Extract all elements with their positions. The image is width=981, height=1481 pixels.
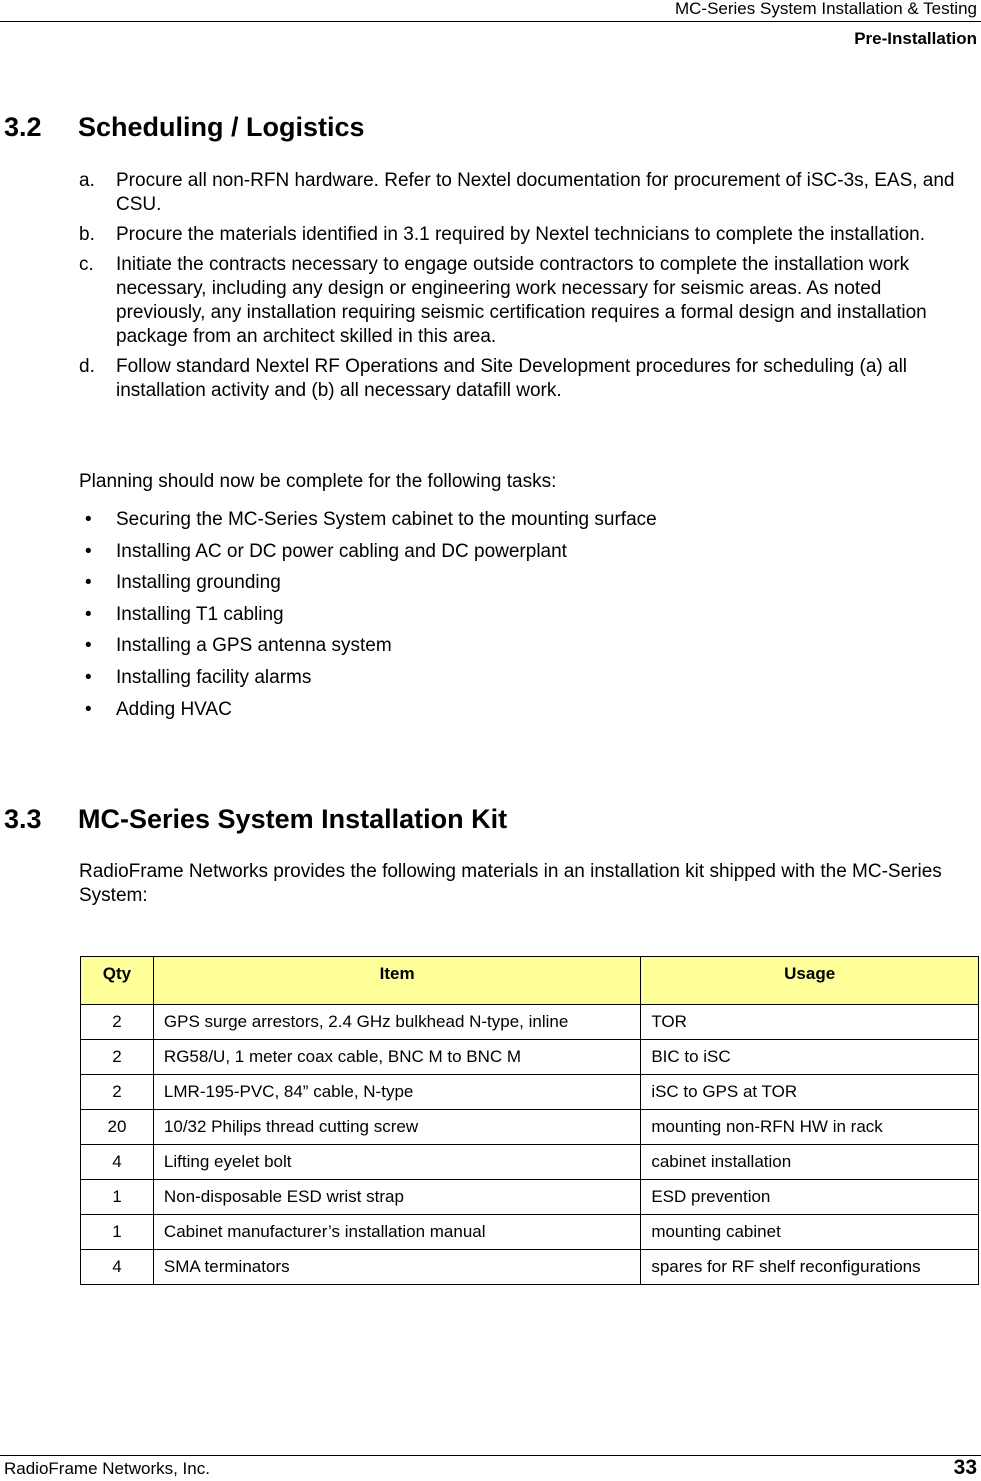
bullet-icon: • <box>85 572 92 594</box>
table-row <box>81 1040 979 1075</box>
section-3-3-heading <box>4 804 507 835</box>
cell-qty: 4 <box>81 1250 154 1285</box>
cell-item: 10/32 Philips thread cutting screw <box>153 1110 640 1145</box>
scheduling-steps-list <box>79 169 964 409</box>
cell-usage: cabinet installation <box>641 1145 979 1180</box>
cell-usage: TOR <box>641 1005 979 1040</box>
list-item-text: Installing AC or DC power cabling and DC powerplant <box>116 540 567 562</box>
column-header-usage: Usage <box>641 957 979 1005</box>
list-item-text: Procure the materials identified in 3.1 required by Nextel technicians to complete the installation. <box>116 224 925 245</box>
cell-qty: 4 <box>81 1145 154 1180</box>
section-title: MC-Series System Installation Kit <box>78 804 508 834</box>
list-item-text: Initiate the contracts necessary to engage outside contractors to complete the installation work necessary, including any design or engineering work necessary for seismic areas. As noted previously, any installation requiring seismic certification requires a formal design and installation package from an architect skilled in this area. <box>116 254 927 347</box>
cell-item: Non-disposable ESD wrist strap <box>153 1180 640 1215</box>
bullet-icon: • <box>85 698 92 720</box>
list-item-text: Installing grounding <box>116 572 281 594</box>
list-item <box>79 169 964 217</box>
header-divider <box>0 21 981 22</box>
section-3-2-heading <box>4 112 365 143</box>
cell-usage: iSC to GPS at TOR <box>641 1075 979 1110</box>
list-item <box>79 540 964 572</box>
list-item <box>79 508 964 540</box>
bullet-icon: • <box>85 603 92 625</box>
cell-qty: 1 <box>81 1215 154 1250</box>
list-item-text: Procure all non-RFN hardware. Refer to Nextel documentation for procurement of iSC-3s, EAS, and CSU. <box>116 170 955 215</box>
list-item-text: Adding HVAC <box>116 698 232 720</box>
bullet-icon: • <box>85 509 92 530</box>
page-number: 33 <box>953 1456 977 1479</box>
planning-tasks-list <box>79 508 964 729</box>
column-header-qty: Qty <box>81 957 154 1005</box>
footer-divider <box>0 1455 981 1456</box>
list-item-text: Securing the MC-Series System cabinet to the mounting surface <box>116 509 657 530</box>
list-item-text: Installing a GPS antenna system <box>116 635 392 657</box>
cell-item: Lifting eyelet bolt <box>153 1145 640 1180</box>
section-number: 3.3 <box>4 804 42 834</box>
kit-intro: RadioFrame Networks provides the following materials in an installation kit shipped with the MC-Series System: <box>79 861 942 906</box>
cell-qty: 1 <box>81 1180 154 1215</box>
list-item <box>79 223 964 247</box>
table-header-row <box>81 957 979 1005</box>
list-item-text: Installing T1 cabling <box>116 603 284 625</box>
list-marker: b. <box>79 224 95 245</box>
cell-item: GPS surge arrestors, 2.4 GHz bulkhead N-type, inline <box>153 1005 640 1040</box>
cell-usage: spares for RF shelf reconfigurations <box>641 1250 979 1285</box>
table-row <box>81 1250 979 1285</box>
cell-item: RG58/U, 1 meter coax cable, BNC M to BNC M <box>153 1040 640 1075</box>
cell-qty: 2 <box>81 1075 154 1110</box>
installation-kit-table <box>80 956 979 1285</box>
header-doc-title: MC-Series System Installation & Testing <box>674 0 977 18</box>
list-item <box>79 603 964 635</box>
cell-usage: BIC to iSC <box>641 1040 979 1075</box>
cell-item: Cabinet manufacturer’s installation manual <box>153 1215 640 1250</box>
cell-item: LMR-195-PVC, 84” cable, N-type <box>153 1075 640 1110</box>
cell-usage: mounting non-RFN HW in rack <box>641 1110 979 1145</box>
cell-item: SMA terminators <box>153 1250 640 1285</box>
column-header-item: Item <box>153 957 640 1005</box>
list-item <box>79 355 964 403</box>
table-row <box>81 1110 979 1145</box>
list-item <box>79 666 964 698</box>
section-number: 3.2 <box>4 112 42 142</box>
cell-qty: 20 <box>81 1110 154 1145</box>
list-item <box>79 634 964 666</box>
list-item <box>79 571 964 603</box>
planning-intro: Planning should now be complete for the following tasks: <box>79 471 557 492</box>
list-item <box>79 698 964 730</box>
cell-usage: mounting cabinet <box>641 1215 979 1250</box>
list-item <box>79 253 964 349</box>
list-item-text: Installing facility alarms <box>116 666 312 688</box>
cell-qty: 2 <box>81 1040 154 1075</box>
list-marker: a. <box>79 170 95 191</box>
section-title: Scheduling / Logistics <box>78 112 365 142</box>
table-row <box>81 1005 979 1040</box>
header-section-name: Pre-Installation <box>854 29 977 48</box>
bullet-icon: • <box>85 540 92 562</box>
cell-qty: 2 <box>81 1005 154 1040</box>
table-row <box>81 1215 979 1250</box>
table-row <box>81 1075 979 1110</box>
footer-company: RadioFrame Networks, Inc. <box>4 1459 210 1478</box>
list-marker: d. <box>79 356 95 377</box>
list-marker: c. <box>79 254 94 275</box>
cell-usage: ESD prevention <box>641 1180 979 1215</box>
list-item-text: Follow standard Nextel RF Operations and Site Development procedures for scheduling (a) all installation activity and (b) all necessary datafill work. <box>116 356 908 401</box>
bullet-icon: • <box>85 635 92 657</box>
bullet-icon: • <box>85 666 92 688</box>
table-row <box>81 1145 979 1180</box>
table-row <box>81 1180 979 1215</box>
